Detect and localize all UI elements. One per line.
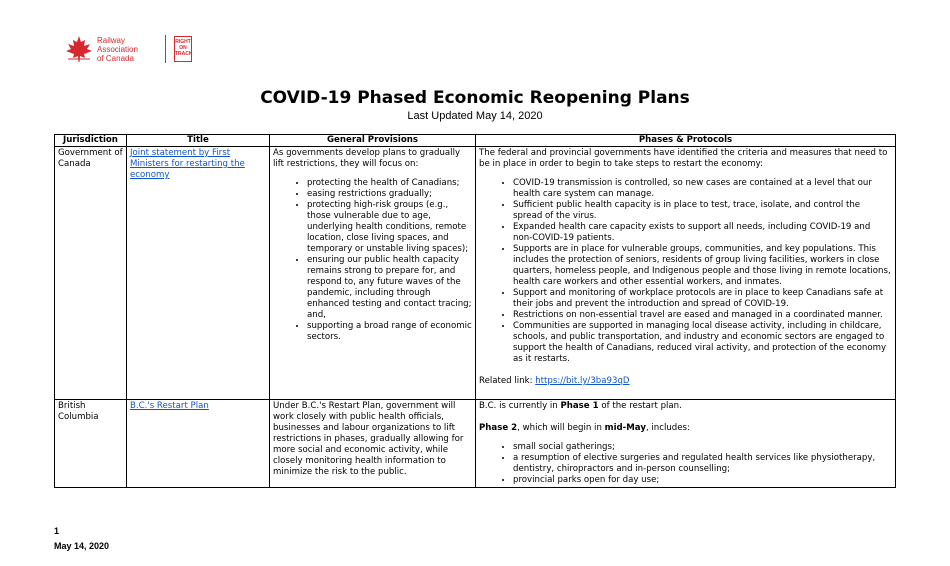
list-item: • Communities are supported in managing local disease activity, including in childcare, schools, and public transportation, and industry and economic sectors are engaged to support the health of Canadians, reduced viral activity, and protection of the economy as it restarts.	[513, 321, 892, 365]
list-item: • a resumption of elective surgeries and regulated health services like physiotherapy, dentistry, chiropractors and in-person counselling;	[513, 453, 892, 475]
related-link[interactable]: https://bit.ly/3ba93qD	[535, 376, 630, 386]
provisions-intro: As governments develop plans to gradually lift restrictions, they will focus on:	[273, 148, 461, 169]
list-item: • provincial parks open for day use;	[513, 475, 892, 486]
phases-cell	[476, 400, 896, 488]
list-item: • easing restrictions gradually;	[307, 189, 472, 200]
table-header-row	[55, 135, 896, 147]
reopening-plans-table	[54, 134, 896, 488]
phase-2-list	[479, 442, 892, 486]
list-item: • protecting the health of Canadians;	[307, 178, 472, 189]
phase-2-text: Phase 2, which will begin in mid-May, includes:	[479, 423, 690, 433]
joint-statement-link[interactable]: Joint statement by First Ministers for restarting the economy	[130, 148, 245, 180]
list-item: • COVID-19 transmission is controlled, so new cases are contained at a level that our health care system can manage.	[513, 178, 892, 200]
list-item: • Sufficient public health capacity is in place to test, trace, isolate, and control the spread of the virus.	[513, 200, 892, 222]
last-updated: Last Updated May 14, 2020	[407, 110, 543, 122]
logo-divider	[165, 35, 166, 63]
title-cell	[127, 400, 270, 488]
jurisdiction-cell: Government of Canada	[55, 147, 127, 400]
title-cell	[127, 147, 270, 400]
list-item: • protecting high-risk groups (e.g., those vulnerable due to age, underlying health conditions, remote location, close living spaces, and temporary or unstable living spaces);	[307, 200, 472, 255]
related-link-label: Related link:	[479, 376, 536, 386]
column-header-jurisdiction: Jurisdiction	[55, 135, 127, 147]
list-item: • Restrictions on non-essential travel are eased and managed in a coordinated manner.	[513, 310, 892, 321]
column-header-title: Title	[127, 135, 270, 147]
column-header-phases-protocols: Phases & Protocols	[476, 135, 896, 147]
organization-logo	[64, 32, 192, 66]
list-item: • supporting a broad range of economic sectors.	[307, 321, 472, 343]
page-number: 1	[54, 526, 60, 536]
jurisdiction-cell: British Columbia	[55, 400, 127, 488]
footer-date: May 14, 2020	[54, 541, 110, 551]
list-item: • Supports are in place for vulnerable groups, communities, and key populations. This includes the protection of seniors, residents of group living facilities, workers in close quarters, homeless people, and Indigenous people and those living in remote locations, health care workers and other essential workers, and inmates.	[513, 244, 892, 288]
phases-cell	[476, 147, 896, 400]
table-row	[55, 147, 896, 400]
document-title: COVID-19 Phased Economic Reopening Plans	[260, 88, 690, 108]
list-item: • Support and monitoring of workplace protocols are in place to keep Canadians safe at their jobs and prevent the introduction and spread of COVID-19.	[513, 288, 892, 310]
table-row	[55, 400, 896, 488]
list-item: • Expanded health care capacity exists to support all needs, including COVID-19 and non-COVID-19 patients.	[513, 222, 892, 244]
bc-restart-plan-link[interactable]: B.C.'s Restart Plan	[130, 401, 209, 411]
current-phase-text: B.C. is currently in Phase 1 of the restart plan.	[479, 401, 682, 411]
list-item: • small social gatherings;	[513, 442, 892, 453]
list-item: • ensuring our public health capacity remains strong to prepare for, and respond to, any future waves of the pandemic, including through enhanced testing and contact tracing; and,	[307, 255, 472, 321]
phases-list	[479, 178, 892, 365]
related-link-line	[479, 376, 892, 387]
organization-name: Railway Association of Canada	[97, 35, 138, 63]
column-header-general-provisions: General Provisions	[270, 135, 476, 147]
provisions-cell	[270, 147, 476, 400]
phases-intro: The federal and provincial governments have identified the criteria and measures that need to be in place in order to begin to take steps to restart the economy:	[479, 148, 888, 169]
right-on-track-badge: RIGHT ON TRACK	[174, 36, 192, 62]
provisions-cell: Under B.C.'s Restart Plan, government will work closely with public health officials, businesses and labour organizations to lift restrictions in phases, gradually allowing for more social and economic activity, while closely monitoring health information to minimize the risk to the public.	[270, 400, 476, 488]
provisions-list	[273, 178, 472, 343]
maple-leaf-icon	[64, 35, 94, 63]
